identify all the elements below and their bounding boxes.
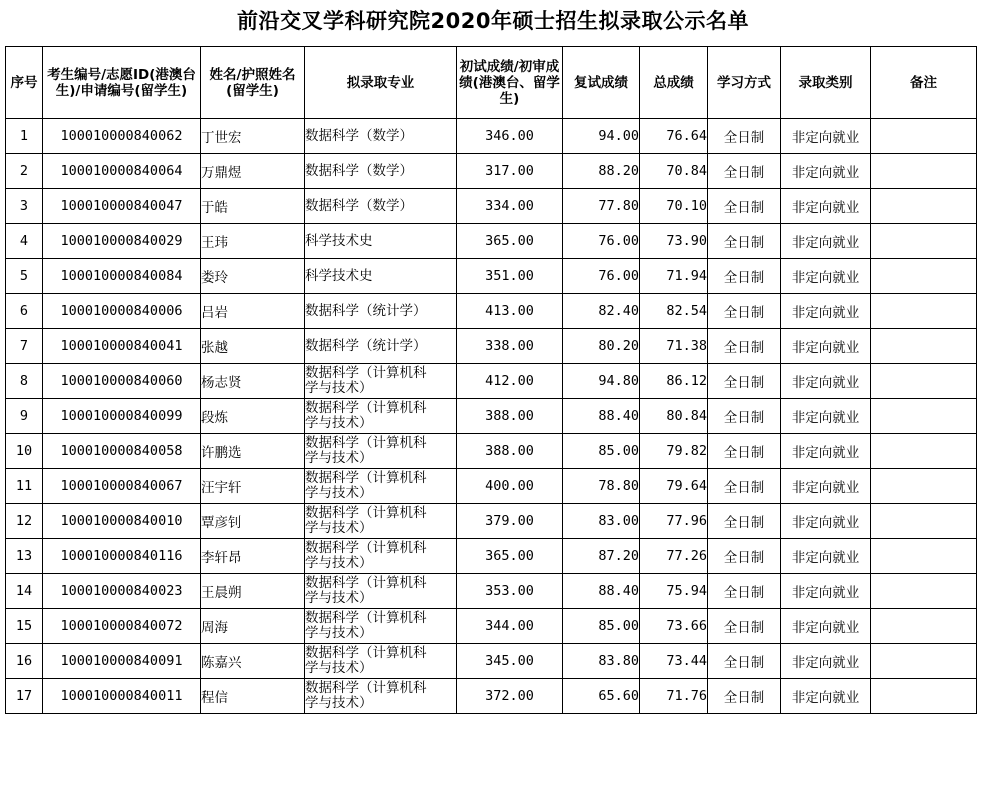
cell-study-mode: 全日制 (708, 364, 781, 399)
cell-total-score: 73.44 (640, 644, 708, 679)
cell-no: 16 (6, 644, 43, 679)
cell-name: 张越 (201, 329, 305, 364)
cell-total-score: 77.26 (640, 539, 708, 574)
cell-candidate-id: 100010000840084 (43, 259, 201, 294)
cell-study-mode: 全日制 (708, 644, 781, 679)
cell-category: 非定向就业 (781, 609, 871, 644)
cell-prelim-score: 388.00 (457, 399, 563, 434)
cell-total-score: 80.84 (640, 399, 708, 434)
cell-total-score: 82.54 (640, 294, 708, 329)
cell-major (305, 154, 457, 189)
cell-total-score: 71.94 (640, 259, 708, 294)
table-row (6, 679, 977, 714)
major-text: 数据科学（计算机科学与技术） (305, 645, 427, 676)
cell-prelim-score: 344.00 (457, 609, 563, 644)
cell-category: 非定向就业 (781, 399, 871, 434)
cell-category: 非定向就业 (781, 504, 871, 539)
header-major: 拟录取专业 (305, 47, 457, 119)
cell-note (871, 644, 977, 679)
cell-retest-score: 85.00 (563, 434, 640, 469)
cell-note (871, 469, 977, 504)
cell-candidate-id: 100010000840058 (43, 434, 201, 469)
cell-note (871, 539, 977, 574)
cell-no: 2 (6, 154, 43, 189)
cell-candidate-id: 100010000840067 (43, 469, 201, 504)
cell-total-score: 70.84 (640, 154, 708, 189)
cell-category: 非定向就业 (781, 189, 871, 224)
cell-name: 李轩昂 (201, 539, 305, 574)
cell-note (871, 609, 977, 644)
header-candidate-id: 考生编号/志愿ID(港澳台生)/申请编号(留学生) (43, 47, 201, 119)
cell-no: 7 (6, 329, 43, 364)
table-row (6, 539, 977, 574)
cell-category: 非定向就业 (781, 154, 871, 189)
cell-study-mode: 全日制 (708, 469, 781, 504)
cell-prelim-score: 372.00 (457, 679, 563, 714)
cell-category: 非定向就业 (781, 294, 871, 329)
cell-major (305, 329, 457, 364)
cell-retest-score: 77.80 (563, 189, 640, 224)
cell-note (871, 574, 977, 609)
major-text: 数据科学（计算机科学与技术） (305, 575, 427, 606)
cell-study-mode: 全日制 (708, 329, 781, 364)
cell-retest-score: 82.40 (563, 294, 640, 329)
cell-retest-score: 94.80 (563, 364, 640, 399)
cell-study-mode: 全日制 (708, 399, 781, 434)
cell-candidate-id: 100010000840029 (43, 224, 201, 259)
cell-major (305, 294, 457, 329)
header-no: 序号 (6, 47, 43, 119)
cell-retest-score: 85.00 (563, 609, 640, 644)
cell-candidate-id: 100010000840047 (43, 189, 201, 224)
cell-candidate-id: 100010000840010 (43, 504, 201, 539)
cell-major (305, 224, 457, 259)
cell-category: 非定向就业 (781, 679, 871, 714)
cell-name: 陈嘉兴 (201, 644, 305, 679)
cell-major (305, 574, 457, 609)
cell-name: 万鼎煜 (201, 154, 305, 189)
cell-candidate-id: 100010000840099 (43, 399, 201, 434)
cell-study-mode: 全日制 (708, 119, 781, 154)
table-row (6, 329, 977, 364)
cell-prelim-score: 317.00 (457, 154, 563, 189)
header-study-mode: 学习方式 (708, 47, 781, 119)
cell-major (305, 504, 457, 539)
table-row (6, 364, 977, 399)
cell-note (871, 189, 977, 224)
cell-candidate-id: 100010000840116 (43, 539, 201, 574)
cell-total-score: 76.64 (640, 119, 708, 154)
major-text: 数据科学（计算机科学与技术） (305, 400, 427, 431)
cell-no: 5 (6, 259, 43, 294)
cell-name: 吕岩 (201, 294, 305, 329)
cell-name: 覃彦钊 (201, 504, 305, 539)
cell-candidate-id: 100010000840011 (43, 679, 201, 714)
cell-total-score: 71.76 (640, 679, 708, 714)
major-text: 数据科学（数学） (305, 197, 413, 214)
cell-major (305, 644, 457, 679)
cell-study-mode: 全日制 (708, 259, 781, 294)
cell-retest-score: 80.20 (563, 329, 640, 364)
cell-major (305, 259, 457, 294)
header-category: 录取类别 (781, 47, 871, 119)
cell-no: 14 (6, 574, 43, 609)
cell-category: 非定向就业 (781, 329, 871, 364)
major-text: 数据科学（计算机科学与技术） (305, 435, 427, 466)
cell-total-score: 73.90 (640, 224, 708, 259)
cell-name: 王晨朔 (201, 574, 305, 609)
cell-no: 6 (6, 294, 43, 329)
cell-study-mode: 全日制 (708, 539, 781, 574)
cell-note (871, 364, 977, 399)
table-row (6, 644, 977, 679)
cell-retest-score: 88.40 (563, 399, 640, 434)
cell-major (305, 539, 457, 574)
cell-total-score: 71.38 (640, 329, 708, 364)
cell-prelim-score: 338.00 (457, 329, 563, 364)
cell-prelim-score: 345.00 (457, 644, 563, 679)
table-row (6, 154, 977, 189)
major-text: 数据科学（计算机科学与技术） (305, 610, 427, 641)
cell-candidate-id: 100010000840023 (43, 574, 201, 609)
header-total-score: 总成绩 (640, 47, 708, 119)
cell-major (305, 189, 457, 224)
cell-study-mode: 全日制 (708, 679, 781, 714)
cell-note (871, 679, 977, 714)
cell-prelim-score: 365.00 (457, 224, 563, 259)
cell-retest-score: 83.80 (563, 644, 640, 679)
cell-retest-score: 83.00 (563, 504, 640, 539)
cell-name: 周海 (201, 609, 305, 644)
header-prelim-score: 初试成绩/初审成绩(港澳台、留学生) (457, 47, 563, 119)
cell-candidate-id: 100010000840091 (43, 644, 201, 679)
cell-category: 非定向就业 (781, 539, 871, 574)
cell-no: 12 (6, 504, 43, 539)
cell-category: 非定向就业 (781, 469, 871, 504)
major-text: 数据科学（数学） (305, 127, 413, 144)
cell-retest-score: 65.60 (563, 679, 640, 714)
cell-retest-score: 88.20 (563, 154, 640, 189)
table-row (6, 434, 977, 469)
cell-category: 非定向就业 (781, 119, 871, 154)
cell-total-score: 79.82 (640, 434, 708, 469)
cell-no: 3 (6, 189, 43, 224)
major-text: 数据科学（计算机科学与技术） (305, 680, 427, 711)
page-title: 前沿交叉学科研究院2020年硕士招生拟录取公示名单 (237, 9, 749, 33)
cell-category: 非定向就业 (781, 434, 871, 469)
cell-category: 非定向就业 (781, 644, 871, 679)
cell-study-mode: 全日制 (708, 294, 781, 329)
cell-retest-score: 78.80 (563, 469, 640, 504)
cell-note (871, 399, 977, 434)
cell-category: 非定向就业 (781, 224, 871, 259)
cell-name: 许鹏选 (201, 434, 305, 469)
cell-no: 9 (6, 399, 43, 434)
admission-table (5, 46, 977, 714)
table-header-row (6, 47, 977, 119)
cell-prelim-score: 400.00 (457, 469, 563, 504)
cell-candidate-id: 100010000840041 (43, 329, 201, 364)
cell-category: 非定向就业 (781, 574, 871, 609)
major-text: 科学技术史 (305, 232, 373, 249)
major-text: 数据科学（数学） (305, 162, 413, 179)
major-text: 科学技术史 (305, 267, 373, 284)
cell-no: 8 (6, 364, 43, 399)
cell-note (871, 434, 977, 469)
cell-prelim-score: 412.00 (457, 364, 563, 399)
cell-prelim-score: 413.00 (457, 294, 563, 329)
cell-major (305, 469, 457, 504)
header-retest-score: 复试成绩 (563, 47, 640, 119)
header-note: 备注 (871, 47, 977, 119)
cell-prelim-score: 388.00 (457, 434, 563, 469)
cell-category: 非定向就业 (781, 259, 871, 294)
cell-no: 15 (6, 609, 43, 644)
cell-study-mode: 全日制 (708, 574, 781, 609)
cell-major (305, 119, 457, 154)
cell-total-score: 73.66 (640, 609, 708, 644)
table-row (6, 224, 977, 259)
cell-prelim-score: 379.00 (457, 504, 563, 539)
cell-note (871, 119, 977, 154)
cell-total-score: 70.10 (640, 189, 708, 224)
cell-name: 丁世宏 (201, 119, 305, 154)
cell-name: 杨志贤 (201, 364, 305, 399)
cell-no: 4 (6, 224, 43, 259)
cell-no: 11 (6, 469, 43, 504)
cell-note (871, 504, 977, 539)
cell-study-mode: 全日制 (708, 154, 781, 189)
cell-name: 于皓 (201, 189, 305, 224)
cell-total-score: 79.64 (640, 469, 708, 504)
cell-total-score: 75.94 (640, 574, 708, 609)
cell-name: 娄玲 (201, 259, 305, 294)
major-text: 数据科学（计算机科学与技术） (305, 540, 427, 571)
cell-major (305, 434, 457, 469)
cell-name: 汪宇轩 (201, 469, 305, 504)
cell-candidate-id: 100010000840006 (43, 294, 201, 329)
cell-name: 段炼 (201, 399, 305, 434)
cell-study-mode: 全日制 (708, 224, 781, 259)
cell-no: 17 (6, 679, 43, 714)
cell-prelim-score: 351.00 (457, 259, 563, 294)
table-row (6, 609, 977, 644)
cell-note (871, 224, 977, 259)
cell-major (305, 364, 457, 399)
cell-no: 1 (6, 119, 43, 154)
cell-note (871, 294, 977, 329)
major-text: 数据科学（统计学） (305, 302, 427, 319)
cell-study-mode: 全日制 (708, 189, 781, 224)
cell-study-mode: 全日制 (708, 609, 781, 644)
table-row (6, 469, 977, 504)
table-row (6, 399, 977, 434)
major-text: 数据科学（统计学） (305, 337, 427, 354)
major-text: 数据科学（计算机科学与技术） (305, 365, 427, 396)
cell-prelim-score: 365.00 (457, 539, 563, 574)
cell-no: 13 (6, 539, 43, 574)
cell-category: 非定向就业 (781, 364, 871, 399)
cell-candidate-id: 100010000840072 (43, 609, 201, 644)
table-row (6, 294, 977, 329)
cell-study-mode: 全日制 (708, 504, 781, 539)
cell-retest-score: 94.00 (563, 119, 640, 154)
cell-candidate-id: 100010000840064 (43, 154, 201, 189)
cell-no: 10 (6, 434, 43, 469)
cell-name: 王玮 (201, 224, 305, 259)
cell-retest-score: 88.40 (563, 574, 640, 609)
table-row (6, 119, 977, 154)
cell-candidate-id: 100010000840062 (43, 119, 201, 154)
cell-prelim-score: 353.00 (457, 574, 563, 609)
cell-retest-score: 76.00 (563, 259, 640, 294)
table-row (6, 574, 977, 609)
table-row (6, 259, 977, 294)
cell-retest-score: 87.20 (563, 539, 640, 574)
cell-prelim-score: 334.00 (457, 189, 563, 224)
cell-total-score: 86.12 (640, 364, 708, 399)
cell-name: 程信 (201, 679, 305, 714)
cell-candidate-id: 100010000840060 (43, 364, 201, 399)
header-name: 姓名/护照姓名(留学生) (201, 47, 305, 119)
cell-total-score: 77.96 (640, 504, 708, 539)
cell-study-mode: 全日制 (708, 434, 781, 469)
cell-retest-score: 76.00 (563, 224, 640, 259)
cell-note (871, 329, 977, 364)
major-text: 数据科学（计算机科学与技术） (305, 505, 427, 536)
cell-prelim-score: 346.00 (457, 119, 563, 154)
cell-major (305, 609, 457, 644)
major-text: 数据科学（计算机科学与技术） (305, 470, 427, 501)
cell-major (305, 399, 457, 434)
cell-major (305, 679, 457, 714)
table-row (6, 189, 977, 224)
cell-note (871, 154, 977, 189)
cell-note (871, 259, 977, 294)
table-row (6, 504, 977, 539)
